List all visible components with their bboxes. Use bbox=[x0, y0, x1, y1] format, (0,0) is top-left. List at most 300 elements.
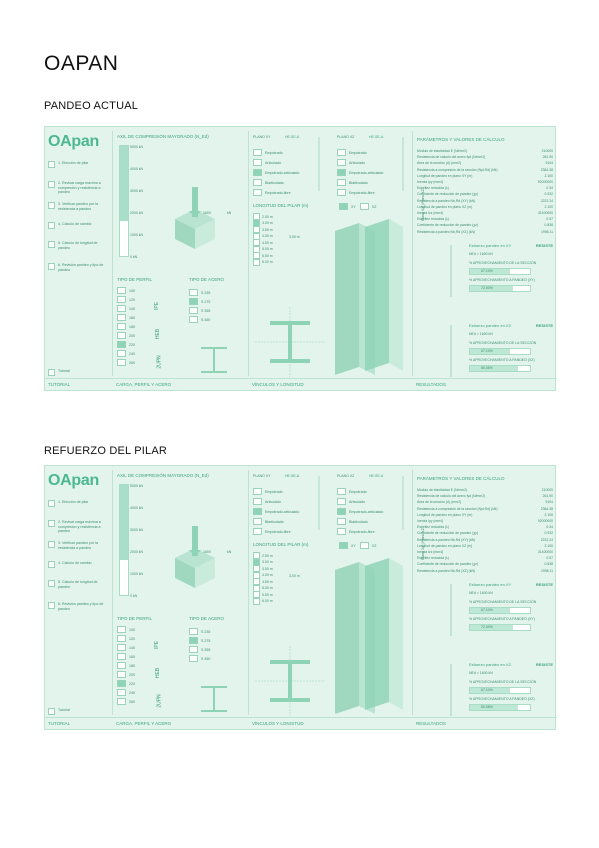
perfil-size: 140 bbox=[129, 306, 135, 311]
longitud-label: 5.00 m bbox=[262, 247, 273, 251]
param-value: 1998.11 bbox=[540, 229, 553, 234]
param-row bbox=[417, 507, 553, 511]
plane-toggle-radio[interactable] bbox=[339, 203, 348, 210]
plane-toggle-label: XZ bbox=[371, 204, 377, 209]
param-label: Área de la sección (A) (mm2) bbox=[417, 500, 462, 505]
param-title: PARÁMETROS Y VALORES DE CÁLCULO bbox=[417, 137, 505, 142]
step-label: 1. Elección de pilar bbox=[58, 500, 89, 504]
axil-value: 1600 bbox=[203, 550, 211, 554]
acero-radio[interactable] bbox=[189, 655, 198, 662]
param-title: PARÁMETROS Y VALORES DE CÁLCULO bbox=[417, 476, 505, 481]
result-pct1-label: % APROVECHAMIENTO DE LA SECCIÓN bbox=[469, 341, 537, 345]
result-block bbox=[439, 243, 553, 303]
perfil-option[interactable] bbox=[117, 305, 135, 312]
param-label: Esbeltez reducida (λ) bbox=[417, 556, 449, 561]
perfil-family-label: 2UPN bbox=[156, 355, 163, 369]
perfil-size: 240 bbox=[129, 690, 135, 695]
perfil-option[interactable] bbox=[117, 296, 135, 303]
result-pct1-bar bbox=[469, 607, 531, 614]
plane-toggle-option[interactable] bbox=[339, 542, 356, 549]
result-pct2-bar bbox=[469, 624, 531, 631]
tutorial-step[interactable] bbox=[48, 222, 110, 229]
perfil-size: 200 bbox=[129, 672, 135, 677]
acero-option[interactable] bbox=[189, 289, 210, 296]
axil-tick-label: 0 kN bbox=[130, 594, 138, 598]
param-label: Inercia Izz (mm4) bbox=[417, 550, 444, 554]
tutorial-checkbox[interactable] bbox=[48, 708, 55, 715]
result-pct2-value: 72.00% bbox=[481, 625, 493, 629]
result-pct1-bar bbox=[469, 268, 531, 275]
result-ned: NEd = 1600 kN bbox=[469, 252, 493, 256]
vinculo-xy-label: Empotrado-articulado bbox=[265, 509, 300, 514]
param-label: Esbeltez reducida (λ) bbox=[417, 186, 449, 191]
support-markers-icon bbox=[249, 131, 413, 201]
result-pct2-value: 80.08% bbox=[481, 705, 493, 709]
param-row bbox=[417, 525, 553, 529]
step-label: 6. Revisión pandeo y tipo de pandeo bbox=[58, 602, 104, 611]
param-row bbox=[417, 538, 553, 542]
i-beam-section-icon bbox=[199, 684, 229, 714]
perfil-radio[interactable] bbox=[117, 626, 126, 633]
tutorial-step[interactable] bbox=[48, 263, 110, 272]
plane-toggle-option[interactable] bbox=[360, 203, 377, 210]
param-row bbox=[417, 217, 553, 221]
acero-title: TIPO DE ACERO bbox=[189, 277, 225, 282]
tutorial-step[interactable] bbox=[48, 520, 110, 534]
perfil-radio[interactable] bbox=[117, 350, 126, 357]
vinculo-xz-label: Empotrado-articulado bbox=[349, 509, 384, 514]
tutorial-step[interactable] bbox=[48, 241, 110, 250]
param-row bbox=[417, 155, 553, 159]
perfil-radio[interactable] bbox=[117, 698, 126, 705]
acero-radio[interactable] bbox=[189, 637, 198, 644]
perfil-radio[interactable] bbox=[117, 323, 126, 330]
acero-radio[interactable] bbox=[189, 628, 198, 635]
param-label: Resistencia a compresión de la sección (Npl,Rd) (kN) bbox=[417, 506, 498, 511]
longitud-label: 4.50 m bbox=[262, 240, 273, 245]
perfil-radio[interactable] bbox=[117, 662, 126, 669]
acero-grade: S 235 bbox=[201, 629, 211, 634]
axil-tick-label: 4000 kN bbox=[130, 167, 144, 171]
param-label: Longitud de pandeo en plano XZ (m) bbox=[417, 543, 473, 548]
perfil-option[interactable] bbox=[117, 287, 135, 294]
tutorial-step[interactable] bbox=[48, 602, 110, 611]
perfil-option[interactable] bbox=[117, 359, 135, 366]
footer-tutorial: TUTORIAL bbox=[45, 717, 113, 729]
step-checkbox[interactable] bbox=[48, 263, 55, 270]
result-block bbox=[439, 323, 553, 383]
perfil-option[interactable] bbox=[117, 698, 135, 705]
step-label: 2. Revisar carga máxima a compresión y resistencia a pandeo bbox=[58, 520, 101, 533]
plane-toggle-option[interactable] bbox=[360, 542, 377, 549]
acero-option[interactable] bbox=[189, 628, 210, 635]
tutorial-checkbox[interactable] bbox=[48, 369, 55, 376]
plane-toggle[interactable] bbox=[339, 203, 376, 210]
axil-tick-label: 2000 kN bbox=[130, 550, 144, 554]
param-row bbox=[417, 556, 553, 560]
result-pct1-value: 67.10% bbox=[481, 349, 493, 353]
axil-slider[interactable] bbox=[119, 484, 129, 596]
foundation-block-illustration bbox=[165, 520, 225, 590]
vinculo-xz-label: Biarticulado bbox=[349, 519, 368, 524]
foundation-block-illustration bbox=[165, 181, 225, 251]
param-label: Resistencia a pandeo Nb,Rd (XY) (kN) bbox=[417, 537, 476, 542]
result-column-icon bbox=[439, 582, 463, 638]
result-pct1-value: 67.10% bbox=[481, 608, 493, 612]
param-row bbox=[417, 569, 553, 573]
axil-slider-fill bbox=[120, 146, 128, 221]
step-checkbox[interactable] bbox=[48, 500, 55, 507]
plano-xz-title: PLANO XZ bbox=[337, 474, 355, 478]
param-value: 2384.38 bbox=[540, 167, 553, 172]
acero-radio[interactable] bbox=[189, 289, 198, 296]
acero-option[interactable] bbox=[189, 316, 210, 323]
axil-tick-label: 3000 kN bbox=[130, 189, 144, 193]
acero-radio[interactable] bbox=[189, 298, 198, 305]
result-pct2-bar bbox=[469, 365, 531, 372]
param-value: 0.932 bbox=[544, 531, 553, 536]
axil-unit: kN bbox=[227, 550, 232, 554]
result-status: RESISTE bbox=[535, 582, 553, 587]
longitud-label: 2.50 m bbox=[262, 214, 273, 219]
plane-side-tab[interactable]: Plano XY | Plano XZ bbox=[420, 528, 425, 560]
acero-grade: S 355 bbox=[201, 647, 211, 652]
param-value: 210000 bbox=[541, 488, 553, 492]
perfil-option[interactable] bbox=[117, 671, 135, 678]
tutorial-step[interactable] bbox=[48, 161, 110, 168]
params-table bbox=[417, 149, 553, 237]
result-ned: NEd = 1600 kN bbox=[469, 332, 493, 336]
step-label: 3. Verificar pandeo por la resistencia a pandeo bbox=[58, 541, 98, 550]
param-value: 9104 bbox=[545, 500, 553, 505]
vinculo-xz-label: Biarticulado bbox=[349, 180, 368, 185]
param-row bbox=[417, 562, 553, 566]
perfil-family-label: 2UPN bbox=[156, 694, 163, 708]
perfil-radio[interactable] bbox=[117, 341, 126, 348]
result-pct1-value: 67.10% bbox=[481, 269, 493, 273]
carga-perfil-acero-column bbox=[113, 470, 249, 715]
i-section-axes-illustration bbox=[255, 307, 325, 377]
longitud-label: 4.00 m bbox=[262, 234, 273, 238]
step-label: 3. Verificar pandeo por la resistencia a pandeo bbox=[58, 202, 98, 211]
perfil-radio[interactable] bbox=[117, 332, 126, 339]
axil-tick-label: 1000 kN bbox=[130, 233, 144, 237]
tutorial-step[interactable] bbox=[48, 202, 110, 211]
acero-option[interactable] bbox=[189, 298, 210, 305]
param-value: 210000 bbox=[541, 149, 553, 153]
plane-toggle-radio[interactable] bbox=[339, 542, 348, 549]
result-title: Esfuerzo pandeo en XY bbox=[469, 582, 512, 587]
vinculo-xz-label: Empotrado-libre bbox=[349, 529, 375, 534]
perfil-size: 100 bbox=[129, 288, 135, 293]
i-beam-section-icon bbox=[199, 345, 229, 375]
param-label: Longitud de pandeo en plano XY (m) bbox=[417, 173, 473, 178]
perfil-radio[interactable] bbox=[117, 671, 126, 678]
step-label: 5. Cálculo de longitud de pandeo bbox=[58, 580, 98, 589]
steel-column-illustration bbox=[329, 556, 409, 716]
tutorial-toggle[interactable] bbox=[48, 708, 110, 715]
longitud-title: LONGITUD DEL PILAR (m) bbox=[253, 203, 309, 208]
footer-vinculos: VÍNCULOS Y LONGITUD bbox=[249, 717, 413, 729]
param-row bbox=[417, 174, 553, 178]
plano-xy-code: HE-SE-A bbox=[285, 474, 300, 478]
tutorial-step[interactable] bbox=[48, 580, 110, 589]
acero-grade: S 275 bbox=[201, 638, 211, 643]
perfil-option[interactable] bbox=[117, 323, 135, 330]
longitud-radio[interactable] bbox=[253, 259, 260, 266]
step-checkbox[interactable] bbox=[48, 202, 55, 209]
vinculos-longitud-column bbox=[249, 131, 413, 376]
param-label: Resistencia a pandeo Nb,Rd (XZ) (kN) bbox=[417, 568, 476, 573]
result-pct1-label: % APROVECHAMIENTO DE LA SECCIÓN bbox=[469, 680, 537, 684]
axil-tick-label: 4000 kN bbox=[130, 506, 144, 510]
plane-toggle[interactable] bbox=[339, 542, 376, 549]
perfil-option[interactable] bbox=[117, 680, 135, 687]
longitud-title: LONGITUD DEL PILAR (m) bbox=[253, 542, 309, 547]
vinculo-xz-label: Articulado bbox=[349, 499, 365, 504]
perfil-radio[interactable] bbox=[117, 287, 126, 294]
acero-option[interactable] bbox=[189, 307, 210, 314]
vinculo-xy-label: Empotrado bbox=[265, 150, 283, 155]
step-checkbox[interactable] bbox=[48, 222, 55, 229]
footer-vinculos: VÍNCULOS Y LONGITUD bbox=[249, 378, 413, 390]
vinculo-xy-label: Empotrado-articulado bbox=[265, 170, 300, 175]
tutorial-column bbox=[45, 131, 113, 376]
perfil-option[interactable] bbox=[117, 626, 135, 633]
param-value: 2.100 bbox=[544, 173, 553, 178]
plane-side-tab[interactable]: Plano XY | Plano XZ bbox=[420, 189, 425, 221]
longitud-option[interactable] bbox=[253, 598, 273, 605]
perfil-option[interactable] bbox=[117, 689, 135, 696]
plane-toggle-label: XZ bbox=[371, 543, 377, 548]
perfil-size: 180 bbox=[129, 663, 135, 668]
perfil-size: 200 bbox=[129, 333, 135, 338]
acero-grade: S 355 bbox=[201, 308, 211, 313]
param-value: 92000000 bbox=[537, 519, 553, 523]
param-label: Resistencia a compresión de la sección (Npl,Rd) (kN) bbox=[417, 167, 498, 172]
vinculo-xy-label: Empotrado bbox=[265, 489, 283, 494]
plane-toggle-radio[interactable] bbox=[360, 542, 369, 549]
param-value: 92000000 bbox=[537, 180, 553, 184]
acero-grade: S 275 bbox=[201, 299, 211, 304]
param-value: 1998.11 bbox=[540, 568, 553, 573]
vinculo-xy-label: Articulado bbox=[265, 160, 281, 165]
perfil-size: 160 bbox=[129, 654, 135, 659]
result-pct1-label: % APROVECHAMIENTO DE LA SECCIÓN bbox=[469, 600, 537, 604]
axil-tick-label: 5000 kN bbox=[130, 484, 144, 488]
perfil-size: 220 bbox=[129, 681, 135, 686]
axil-tick-label: 2000 kN bbox=[130, 211, 144, 215]
param-value: 0.838 bbox=[544, 562, 553, 567]
result-status: RESISTE bbox=[535, 662, 553, 667]
axil-slider[interactable] bbox=[119, 145, 129, 257]
result-pct2-bar bbox=[469, 285, 531, 292]
footer-resultados: RESULTADOS bbox=[413, 378, 557, 390]
longitud-label: 5.50 m bbox=[262, 253, 273, 258]
perfil-size: 260 bbox=[129, 360, 135, 365]
param-row bbox=[417, 149, 553, 153]
app-logo: OApan bbox=[48, 472, 99, 489]
perfil-radio[interactable] bbox=[117, 653, 126, 660]
perfil-option[interactable] bbox=[117, 314, 135, 321]
step-checkbox[interactable] bbox=[48, 181, 55, 188]
step-label: 6. Revisión pandeo y tipo de pandeo bbox=[58, 263, 104, 272]
param-label: Longitud de pandeo en plano XZ (m) bbox=[417, 204, 473, 209]
axil-value: 1600 bbox=[203, 211, 211, 215]
tutorial-column bbox=[45, 470, 113, 715]
axil-slider-fill bbox=[120, 485, 128, 560]
page-title: OAPAN bbox=[44, 52, 119, 75]
param-row bbox=[417, 180, 553, 184]
perfil-radio[interactable] bbox=[117, 680, 126, 687]
perfil-radio[interactable] bbox=[117, 296, 126, 303]
param-label: Área de la sección (A) (mm2) bbox=[417, 161, 462, 166]
param-label: Coeficiente de reducción de pandeo (χz) bbox=[417, 562, 478, 567]
longitud-radio[interactable] bbox=[253, 598, 260, 605]
param-row bbox=[417, 550, 553, 554]
carga-perfil-acero-column bbox=[113, 131, 249, 376]
vinculo-xy-label: Articulado bbox=[265, 499, 281, 504]
perfil-size: 100 bbox=[129, 627, 135, 632]
plano-xz-code: HE-SE-A bbox=[369, 135, 384, 139]
plane-toggle-option[interactable] bbox=[339, 203, 356, 210]
longitud-value: 3.00 m bbox=[289, 574, 300, 578]
param-row bbox=[417, 211, 553, 215]
perfil-radio[interactable] bbox=[117, 644, 126, 651]
perfil-family-label: IPE bbox=[154, 301, 161, 311]
step-label: 4. Cálculo de cambio bbox=[58, 561, 92, 565]
param-row bbox=[417, 192, 553, 196]
perfil-option[interactable] bbox=[117, 635, 135, 642]
param-label: Resistencia de cálculo del acero fyd (N/mm2) bbox=[417, 494, 486, 499]
vinculo-xy-label: Biarticulado bbox=[265, 180, 284, 185]
vinculo-xy-label: Empotrado-libre bbox=[265, 529, 291, 534]
result-pct2-label: % APROVECHAMIENTO A PANDEO (XZ) bbox=[469, 358, 535, 362]
result-title: Esfuerzo pandeo en XZ bbox=[469, 323, 512, 328]
param-value: 2.100 bbox=[544, 512, 553, 517]
longitud-label: 3.00 m bbox=[262, 560, 273, 564]
plano-xy-title: PLANO XY bbox=[253, 474, 271, 478]
longitud-label: 4.00 m bbox=[262, 573, 273, 577]
tutorial-step[interactable] bbox=[48, 500, 110, 507]
step-checkbox[interactable] bbox=[48, 541, 55, 548]
param-row bbox=[417, 544, 553, 548]
longitud-label: 2.50 m bbox=[262, 553, 273, 558]
perfil-family-label: IPE bbox=[154, 640, 161, 650]
result-pct1-bar bbox=[469, 348, 531, 355]
param-label: Módulo de elasticidad E (N/mm2) bbox=[417, 149, 468, 153]
acero-radio[interactable] bbox=[189, 316, 198, 323]
result-column-icon bbox=[439, 662, 463, 718]
step-checkbox[interactable] bbox=[48, 580, 55, 587]
axil-tick-label: 5000 kN bbox=[130, 145, 144, 149]
param-value: 2384.38 bbox=[540, 506, 553, 511]
result-pct2-value: 80.08% bbox=[481, 366, 493, 370]
param-label: Resistencia de cálculo del acero fyd (N/mm2) bbox=[417, 155, 486, 160]
perfil-option[interactable] bbox=[117, 350, 135, 357]
param-value: 0.932 bbox=[544, 192, 553, 197]
plano-xz-title: PLANO XZ bbox=[337, 135, 355, 139]
perfil-radio[interactable] bbox=[117, 689, 126, 696]
tutorial-toggle[interactable] bbox=[48, 369, 110, 376]
param-label: Esbeltez reducida (λ) bbox=[417, 525, 449, 530]
param-value: 9104 bbox=[545, 161, 553, 166]
param-row bbox=[417, 199, 553, 203]
param-label: Módulo de elasticidad E (N/mm2) bbox=[417, 488, 468, 492]
result-column-icon bbox=[439, 323, 463, 379]
axil-tick-label: 0 kN bbox=[130, 255, 138, 259]
result-pct2-fill bbox=[470, 366, 518, 371]
perfil-size: 260 bbox=[129, 699, 135, 704]
longitud-option[interactable] bbox=[253, 259, 273, 266]
vinculo-xz-label: Empotrado-libre bbox=[349, 190, 375, 195]
perfil-option[interactable] bbox=[117, 341, 135, 348]
plano-xy-code: HE-SE-A bbox=[285, 135, 300, 139]
section-label: PANDEO ACTUAL bbox=[44, 100, 139, 112]
perfil-title: TIPO DE PERFIL bbox=[117, 277, 153, 282]
param-value: 2222.24 bbox=[540, 198, 553, 203]
step-checkbox[interactable] bbox=[48, 520, 55, 527]
perfil-radio[interactable] bbox=[117, 359, 126, 366]
footer-resultados: RESULTADOS bbox=[413, 717, 557, 729]
param-value: 0.57 bbox=[546, 556, 553, 561]
result-pct2-bar bbox=[469, 704, 531, 711]
perfil-family-label: HEB bbox=[155, 667, 162, 679]
param-row bbox=[417, 519, 553, 523]
param-row bbox=[417, 161, 553, 165]
perfil-option[interactable] bbox=[117, 644, 135, 651]
perfil-size: 120 bbox=[129, 297, 135, 302]
result-title: Esfuerzo pandeo en XZ bbox=[469, 662, 512, 667]
acero-option[interactable] bbox=[189, 646, 210, 653]
acero-grade: S 450 bbox=[201, 656, 211, 661]
acero-radio[interactable] bbox=[189, 646, 198, 653]
perfil-radio[interactable] bbox=[117, 305, 126, 312]
param-value: 261.90 bbox=[542, 494, 553, 499]
acero-option[interactable] bbox=[189, 637, 210, 644]
step-checkbox[interactable] bbox=[48, 561, 55, 568]
param-label: Resistencia a pandeo Nb,Rd (XY) (kN) bbox=[417, 198, 476, 203]
perfil-size: 240 bbox=[129, 351, 135, 356]
result-pct1-value: 67.10% bbox=[481, 688, 493, 692]
perfil-radio[interactable] bbox=[117, 314, 126, 321]
perfil-radio[interactable] bbox=[117, 635, 126, 642]
perfil-size: 220 bbox=[129, 342, 135, 347]
param-value: 31400000 bbox=[537, 550, 553, 554]
perfil-option[interactable] bbox=[117, 653, 135, 660]
vinculo-xy-label: Empotrado-libre bbox=[265, 190, 291, 195]
acero-option[interactable] bbox=[189, 655, 210, 662]
acero-radio[interactable] bbox=[189, 307, 198, 314]
axil-title: AXIL DE COMPRESIÓN MAYORADO (N_Ed) bbox=[117, 473, 209, 478]
longitud-label: 5.00 m bbox=[262, 586, 273, 590]
result-pct2-value: 72.00% bbox=[481, 286, 493, 290]
tutorial-step[interactable] bbox=[48, 561, 110, 568]
tutorial-step[interactable] bbox=[48, 181, 110, 195]
tutorial-step[interactable] bbox=[48, 541, 110, 550]
vinculo-xz-label: Empotrado bbox=[349, 489, 367, 494]
perfil-title: TIPO DE PERFIL bbox=[117, 616, 153, 621]
step-checkbox[interactable] bbox=[48, 602, 55, 609]
perfil-option[interactable] bbox=[117, 662, 135, 669]
step-checkbox[interactable] bbox=[48, 161, 55, 168]
param-value: 2.100 bbox=[544, 543, 553, 548]
step-checkbox[interactable] bbox=[48, 241, 55, 248]
param-value: 0.838 bbox=[544, 223, 553, 228]
param-row bbox=[417, 500, 553, 504]
perfil-option[interactable] bbox=[117, 332, 135, 339]
plane-toggle-radio[interactable] bbox=[360, 203, 369, 210]
